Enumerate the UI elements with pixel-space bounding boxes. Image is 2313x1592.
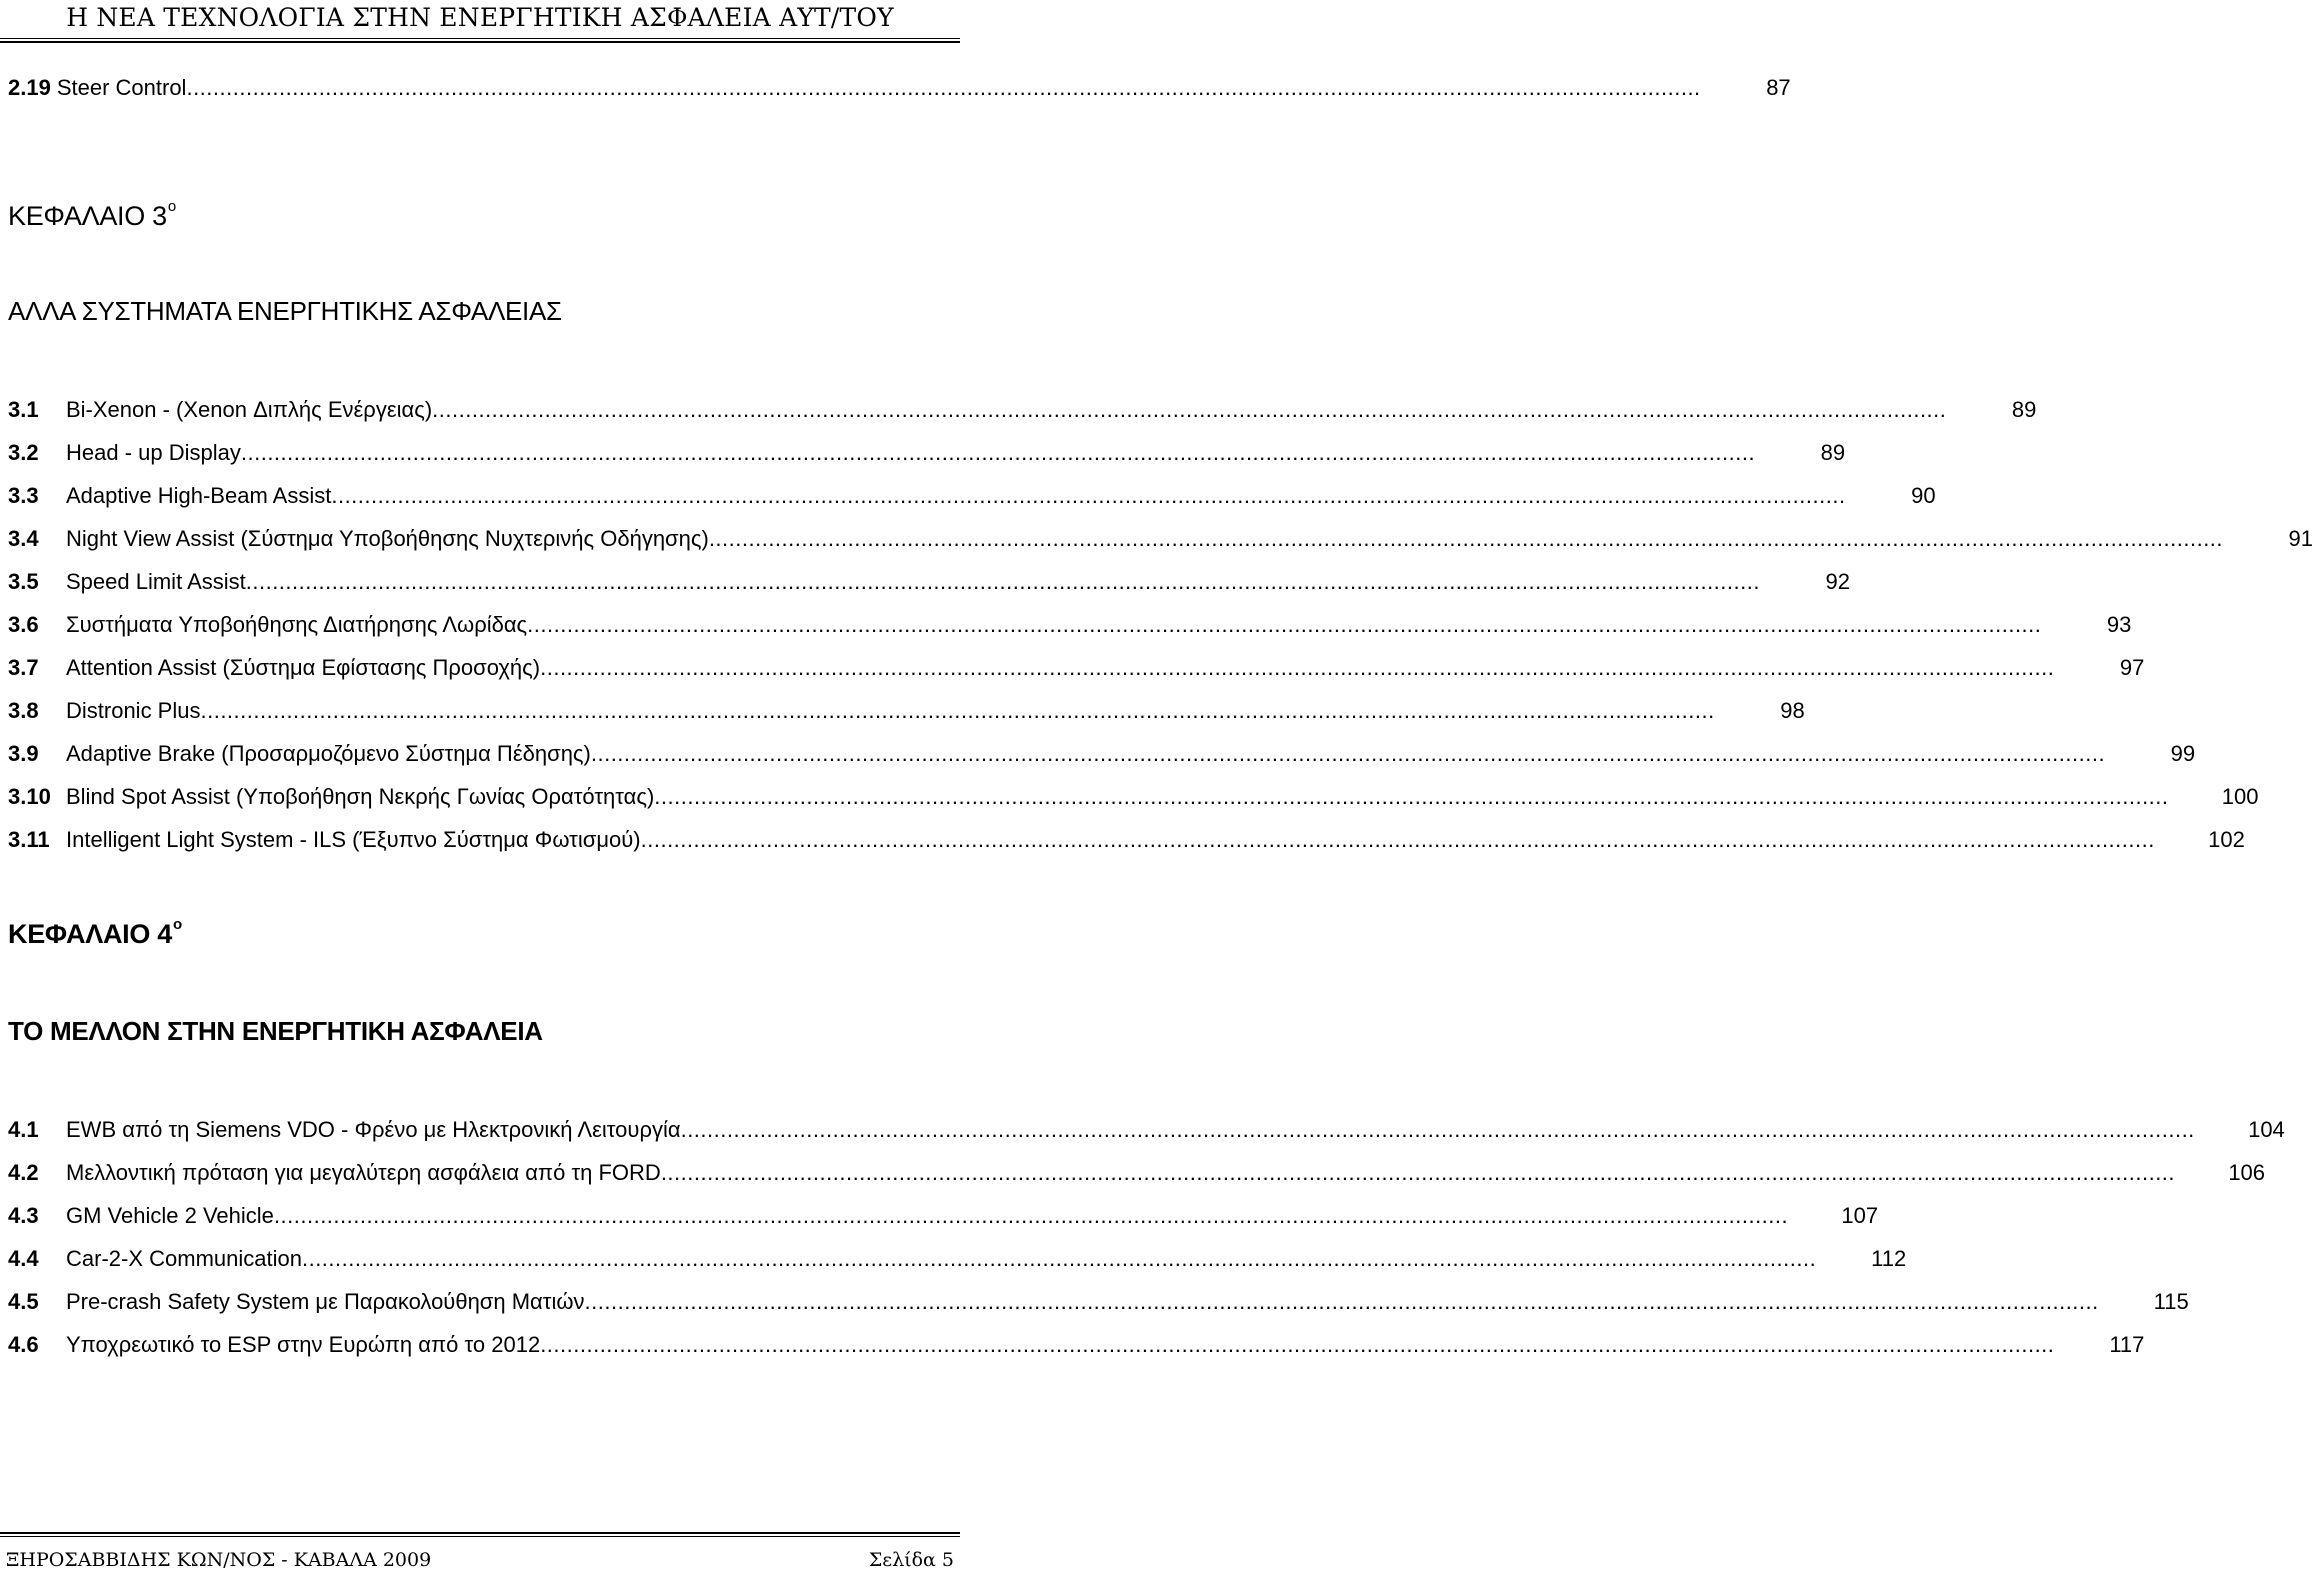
toc-entry-title: Night View Assist (Σύστημα Υποβοήθησης Νυχτερινής Οδήγησης) xyxy=(66,526,709,551)
toc-entry-title: Pre-crash Safety System με Παρακολούθηση Ματιών xyxy=(66,1289,585,1314)
toc-entry-title: Μελλοντική πρόταση για μεγαλύτερη ασφάλεια από τη FORD xyxy=(66,1160,661,1185)
toc-entry-page: 92 xyxy=(1825,569,1850,594)
toc-entry-number: 4.3 xyxy=(8,1203,39,1228)
toc-entry-page: 106 xyxy=(2228,1160,2266,1185)
toc-entry-title: EWB από τη Siemens VDO - Φρένο με Ηλεκτρονική Λειτουργία xyxy=(66,1117,681,1142)
chapter-heading xyxy=(8,198,176,232)
dot-leader xyxy=(540,1329,2054,1361)
dot-leader xyxy=(641,824,2155,856)
chapter-heading xyxy=(8,916,182,950)
toc-entry[interactable] xyxy=(8,437,1846,469)
chapter-subtitle: ΤΟ ΜΕΛΛΟΝ ΣΤΗΝ ΕΝΕΡΓΗΤΙΚΗ ΑΣΦΑΛΕΙΑ xyxy=(8,1016,543,1046)
toc-entry-number: 4.1 xyxy=(8,1117,39,1142)
toc-entry[interactable] xyxy=(8,652,2145,684)
toc-entry-number: 3.1 xyxy=(8,397,39,422)
toc-entry-page: 89 xyxy=(2011,397,2037,422)
footer-rule xyxy=(0,1532,960,1537)
toc-entry-title: Car-2-X Communication xyxy=(66,1246,302,1271)
toc-entry[interactable] xyxy=(8,72,1791,104)
toc-entry[interactable] xyxy=(8,738,2196,770)
toc-entry[interactable] xyxy=(8,566,1850,598)
toc-entry-page: 90 xyxy=(1911,483,1936,508)
toc-entry-number: 3.11 xyxy=(8,827,50,852)
toc-entry-number: 3.3 xyxy=(8,483,39,508)
toc-entry-page: 115 xyxy=(2153,1289,2189,1314)
toc-entry-title: GM Vehicle 2 Vehicle xyxy=(66,1203,274,1228)
toc-entry-number: 3.9 xyxy=(8,741,39,766)
footer-page-number: Σελίδα 5 xyxy=(868,1549,954,1571)
toc-entry-title: Adaptive High-Beam Assist xyxy=(66,483,332,508)
dot-leader xyxy=(661,1157,2175,1189)
toc-entry-title: Steer Control xyxy=(56,75,187,100)
toc-entry-title: Adaptive Brake (Προσαρμοζόμενο Σύστημα Πέδησης) xyxy=(66,741,591,766)
toc-entry-page: 107 xyxy=(1841,1203,1879,1228)
toc-entry-page: 112 xyxy=(1871,1246,1907,1271)
chapter-ordinal: ο xyxy=(167,198,176,215)
toc-entry[interactable] xyxy=(8,394,2037,426)
toc-entry-page: 89 xyxy=(1820,440,1846,465)
toc-entry-number: 2.19 xyxy=(8,75,51,100)
toc-entry[interactable] xyxy=(8,695,1805,727)
chapter-subtitle: ΑΛΛΑ ΣΥΣΤΗΜΑΤΑ ΕΝΕΡΓΗΤΙΚΗΣ ΑΣΦΑΛΕΙΑΣ xyxy=(8,296,562,326)
toc-entry[interactable] xyxy=(8,1286,2189,1318)
dot-leader xyxy=(709,523,2223,555)
toc-entry[interactable] xyxy=(8,523,2313,555)
toc-entry[interactable] xyxy=(8,480,1936,512)
dot-leader xyxy=(186,72,1700,104)
toc-entry-number: 4.4 xyxy=(8,1246,39,1271)
toc-entry-number: 4.6 xyxy=(8,1332,39,1357)
toc-entry[interactable] xyxy=(8,1329,2145,1361)
toc-entry-number: 3.6 xyxy=(8,612,39,637)
toc-entry-page: 117 xyxy=(2109,1332,2145,1357)
toc-entry-page: 102 xyxy=(2208,827,2245,852)
toc-entry-page: 99 xyxy=(2170,741,2196,766)
toc-entry-page: 100 xyxy=(2221,784,2259,809)
dot-leader xyxy=(585,1286,2099,1318)
toc-entry-page: 87 xyxy=(1766,75,1791,100)
toc-entry-page: 93 xyxy=(2106,612,2132,637)
toc-entry-number: 4.5 xyxy=(8,1289,39,1314)
toc-entry-page: 91 xyxy=(2288,526,2313,551)
toc-entry-title: Speed Limit Assist xyxy=(66,569,246,594)
toc-entry[interactable] xyxy=(8,824,2245,856)
toc-entry-number: 3.5 xyxy=(8,569,39,594)
toc-entry-page: 98 xyxy=(1780,698,1805,723)
chapter-label: ΚΕΦΑΛΑΙΟ 4 xyxy=(8,919,172,949)
toc-entry-number: 3.4 xyxy=(8,526,39,551)
toc-entry-number: 3.10 xyxy=(8,784,51,809)
header-rule xyxy=(0,38,960,43)
toc-entry-title: Distronic Plus xyxy=(66,698,201,723)
toc-entry-number: 3.8 xyxy=(8,698,39,723)
footer-author: ΞΗΡΟΣΑΒΒΙΔΗΣ ΚΩΝ/ΝΟΣ - ΚΑΒΑΛΑ 2009 xyxy=(6,1549,432,1571)
toc-entry-title: Υποχρεωτικό το ESP στην Ευρώπη από το 2012 xyxy=(66,1332,541,1357)
toc-entry[interactable] xyxy=(8,1157,2266,1189)
toc-entry-title: Head - up Display xyxy=(66,440,241,465)
toc-entry-page: 104 xyxy=(2248,1117,2285,1142)
chapter-ordinal: ο xyxy=(172,916,182,933)
dot-leader xyxy=(274,1200,1788,1232)
toc-entry[interactable] xyxy=(8,1200,1879,1232)
dot-leader xyxy=(241,437,1755,469)
toc-entry-number: 3.7 xyxy=(8,655,39,680)
running-header: Η ΝΕΑ ΤΕΧΝΟΛΟΓΙΑ ΣΤΗΝ ΕΝΕΡΓΗΤΙΚΗ ΑΣΦΑΛΕΙΑ ΑΥΤ/ΤΟΥ xyxy=(66,3,894,32)
dot-leader xyxy=(432,394,1946,426)
toc-entry[interactable] xyxy=(8,1243,1907,1275)
toc-entry-title: Bi-Xenon - (Xenon Διπλής Ενέργειας) xyxy=(66,397,433,422)
dot-leader xyxy=(591,738,2105,770)
toc-entry-title: Blind Spot Assist (Υποβοήθηση Νεκρής Γωνίας Ορατότητας) xyxy=(66,784,655,809)
toc-entry-title: Intelligent Light System - ILS (Έξυπνο Σύστημα Φωτισμού) xyxy=(66,827,641,852)
toc-entry-number: 4.2 xyxy=(8,1160,39,1185)
dot-leader xyxy=(246,566,1760,598)
toc-entry[interactable] xyxy=(8,1114,2285,1146)
dot-leader xyxy=(331,480,1845,512)
toc-entry-page: 97 xyxy=(2119,655,2145,680)
chapter-label: ΚΕΦΑΛΑΙΟ 3 xyxy=(8,201,167,231)
toc-entry-number: 3.2 xyxy=(8,440,39,465)
toc-entry-title: Συστήματα Υποβοήθησης Διατήρησης Λωρίδας xyxy=(66,612,528,637)
dot-leader xyxy=(200,695,1714,727)
dot-leader xyxy=(302,1243,1816,1275)
dot-leader xyxy=(681,1114,2195,1146)
dot-leader xyxy=(527,609,2041,641)
dot-leader xyxy=(540,652,2054,684)
toc-entry[interactable] xyxy=(8,781,2259,813)
page-footer xyxy=(6,1540,954,1580)
toc-entry-title: Attention Assist (Σύστημα Εφίστασης Προσοχής) xyxy=(66,655,541,680)
toc-entry[interactable] xyxy=(8,609,2132,641)
dot-leader xyxy=(654,781,2168,813)
